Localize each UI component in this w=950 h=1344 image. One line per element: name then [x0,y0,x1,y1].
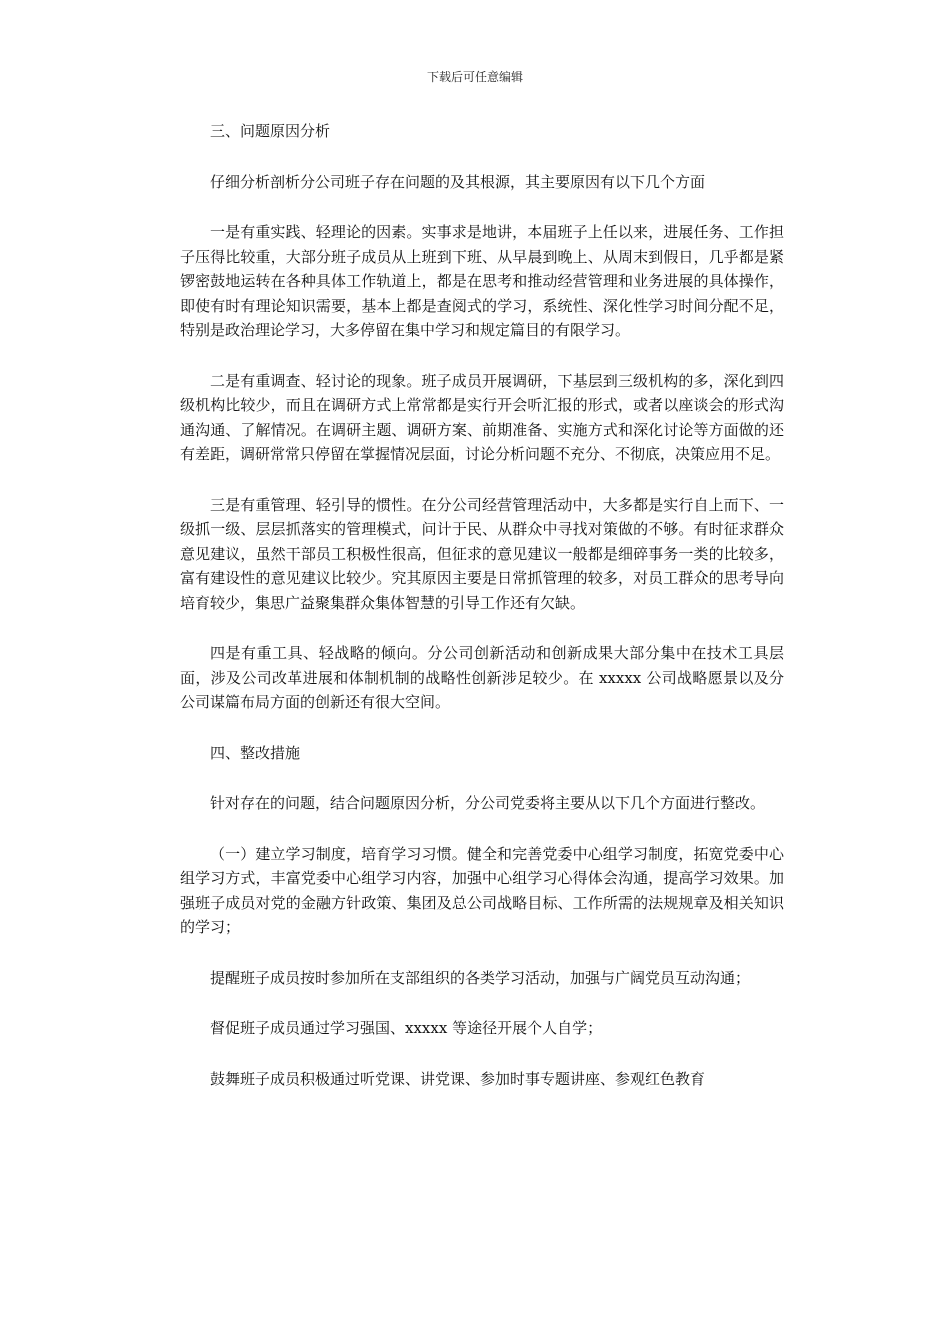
section-heading-rectification: 四、整改措施 [210,743,301,762]
paragraph-cause-3: 三是有重管理、轻引导的惯性。在分公司经营管理活动中，大多都是实行自上而下、一级抓一级、层层抓落实的管理模式，问计于民、从群众中寻找对策做的不够。有时征求群众意见建议，虽然干部员工积极性很高，但征求的意见建议一般都是细碎事务一类的比较多，富有建设性的意见建议比较少。究其原因主要是日常抓管理的较多，对员工群众的思考导向培育较少，集思广益聚集群众集体智慧的引导工作还有欠缺。 [180,495,784,612]
paragraph-cause-4: 四是有重工具、轻战略的倾向。分公司创新活动和创新成果大部分集中在技术工具层面，涉及公司改革进展和体制机制的战略性创新涉足较少。在 xxxxx 公司战略愿景以及分公司谋篇布局方面的创新还有很大空间。 [180,644,784,711]
paragraph-cause-2: 二是有重调查、轻讨论的现象。班子成员开展调研，下基层到三级机构的多，深化到四级机构比较少，而且在调研方式上常常都是实行开会听汇报的形式，或者以座谈会的形式沟通沟通、了解情况。在调研主题、调研方案、前期准备、实施方式和深化讨论等方面做的还有差距，调研常常只停留在掌握情况层面，讨论分析问题不充分、不彻底，决策应用不足。 [180,371,784,463]
paragraph-intro-causes: 仔细分析剖析分公司班子存在问题的及其根源，其主要原因有以下几个方面 [210,172,706,191]
paragraph-measure-encourage: 鼓舞班子成员积极通过听党课、讲党课、参加时事专题讲座、参观红色教育 [210,1069,706,1088]
paragraph-measure-1: （一）建立学习制度，培育学习习惯。健全和完善党委中心组学习制度，拓宽党委中心组学习方式，丰富党委中心组学习内容，加强中心组学习心得体会沟通，提高学习效果。加强班子成员对党的金融方针政策、集团及总公司战略目标、工作所需的法规规章及相关知识的学习； [180,844,784,936]
document-body [180,119,784,1117]
paragraph-rectification-intro: 针对存在的问题，结合问题原因分析，分公司党委将主要从以下几个方面进行整改。 [210,794,766,812]
paragraph-cause-1: 一是有重实践、轻理论的因素。实事求是地讲，本届班子上任以来，进展任务、工作担子压得比较重，大部分班子成员从上班到下班、从早晨到晚上、从周末到假日，几乎都是紧锣密鼓地运转在各种具体工作轨道上，都是在思考和推动经营管理和业务进展的具体操作，即使有时有理论知识需要，基本上都是查阅式的学习，系统性、深化性学习时间分配不足，特别是政治理论学习，大多停留在集中学习和规定篇目的有限学习。 [180,223,784,339]
paragraph-measure-remind: 提醒班子成员按时参加所在支部组织的各类学习活动，加强与广阔党员互动沟通； [210,968,751,987]
section-heading-cause-analysis: 三、问题原因分析 [210,122,331,140]
page-header: 下载后可任意编辑 [426,70,523,84]
paragraph-measure-self-study: 督促班子成员通过学习强国、xxxxx 等途径开展个人自学； [210,1019,603,1037]
